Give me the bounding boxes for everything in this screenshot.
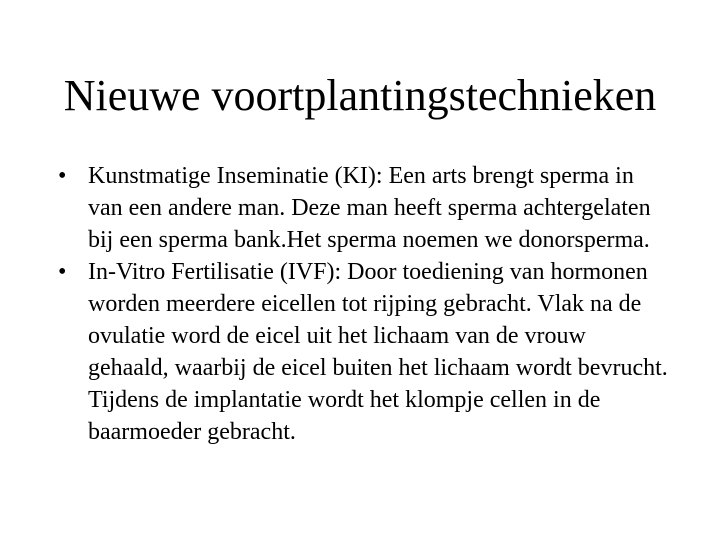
bullet-icon: • <box>58 259 67 285</box>
bullet-icon: • <box>58 163 67 189</box>
bullet-list <box>58 160 668 448</box>
bullet-text-ivf: In-Vitro Fertilisatie (IVF): Door toediening van hormonen worden meerdere eicellen tot rijping gebracht. Vlak na de ovulatie word de eicel uit het lichaam van de vrouw gehaald, waarbij de eicel buiten het lichaam wordt bevrucht. Tijdens de implantatie wordt het klompje cellen in de baarmoeder gebracht. <box>88 259 668 445</box>
bullet-text-ki: Kunstmatige Inseminatie (KI): Een arts brengt sperma in van een andere man. Deze man heeft sperma achtergelaten bij een sperma bank.Het sperma noemen we donorsperma. <box>88 163 651 253</box>
slide-title: Nieuwe voortplantingstechnieken <box>63 71 657 120</box>
bullet-item-ivf <box>58 256 668 448</box>
bullet-item-ki <box>58 160 668 256</box>
